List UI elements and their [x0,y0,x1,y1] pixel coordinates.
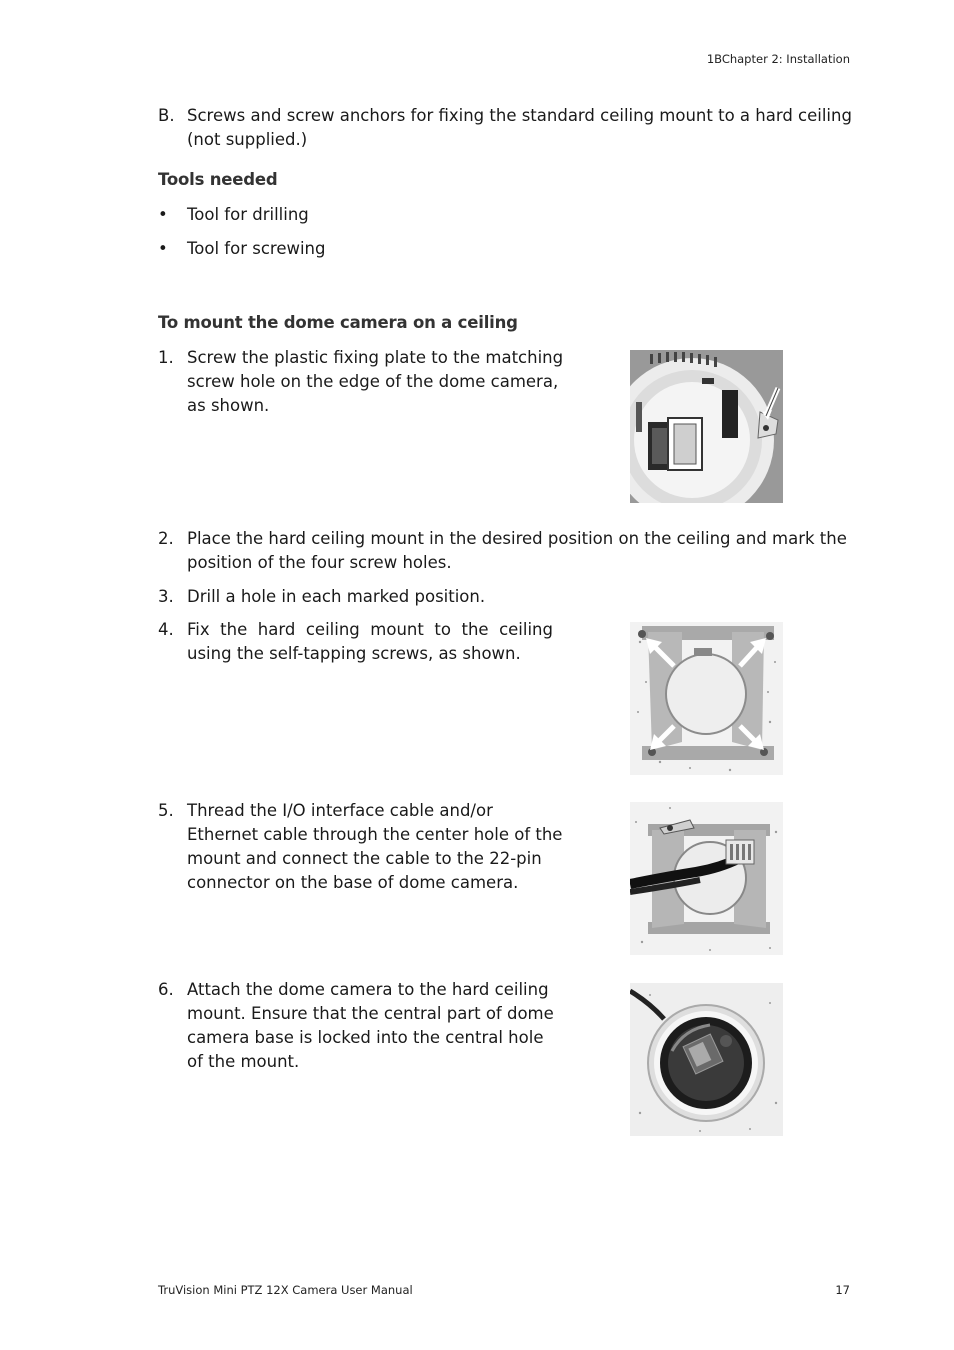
footer-manual-title: TruVision Mini PTZ 12X Camera User Manual [158,1283,413,1297]
bullet-symbol: • [158,239,168,258]
bullet-symbol: • [158,205,168,224]
step-line: mount and connect the cable to the 22-pin [187,849,542,868]
step-line: Screw the plastic fixing plate to the matching [187,348,564,367]
step-line: mount. Ensure that the central part of dome [187,1004,554,1023]
tool-bullet-text: Tool for drilling [187,205,309,224]
step-6 [158,978,558,1076]
tool-bullet-item [158,237,558,261]
cable-thread-photo [630,802,783,955]
step-line: using the self-tapping screws, as shown. [187,644,521,663]
list-marker: B. [158,106,175,125]
step-line: screw hole on the edge of the dome camera, [187,372,559,391]
step-line: Place the hard ceiling mount in the desired position on the ceiling and mark the [187,529,847,548]
step-number: 6. [158,980,174,999]
step-line: Fix the hard ceiling mount to the ceiling [187,620,553,639]
step-line: camera base is locked into the central hole [187,1028,544,1047]
step-number: 4. [158,620,174,639]
step-line: position of the four screw holes. [187,553,452,572]
step-line: Attach the dome camera to the hard ceiling [187,980,549,999]
step-line: Ethernet cable through the center hole of the [187,825,563,844]
step-2 [158,527,858,577]
step-line: as shown. [187,396,270,415]
step-line: connector on the base of dome camera. [187,873,519,892]
step-number: 5. [158,801,174,820]
fixing-plate-photo [630,350,783,503]
tools-heading: Tools needed [158,170,278,189]
step-line: Thread the I/O interface cable and/or [187,801,493,820]
item-b-line-2: (not supplied.) [187,130,308,149]
step-number: 3. [158,587,174,606]
step-5 [158,799,563,897]
item-b-line-1: Screws and screw anchors for fixing the standard ceiling mount to a hard ceiling [187,106,852,125]
step-number: 2. [158,529,174,548]
tool-bullet-text: Tool for screwing [187,239,326,258]
page-number: 17 [835,1283,850,1297]
running-header: 1BChapter 2: Installation [706,52,850,66]
procedure-heading: To mount the dome camera on a ceiling [158,313,518,332]
dome-attached-photo [630,983,783,1136]
tool-bullet-item [158,203,558,227]
step-3 [158,585,758,609]
step-4 [158,618,558,668]
ceiling-mount-photo [630,622,783,775]
step-line: Drill a hole in each marked position. [187,587,486,606]
step-line: of the mount. [187,1052,300,1071]
list-item-b [158,104,858,154]
step-number: 1. [158,348,174,367]
step-1 [158,346,564,420]
